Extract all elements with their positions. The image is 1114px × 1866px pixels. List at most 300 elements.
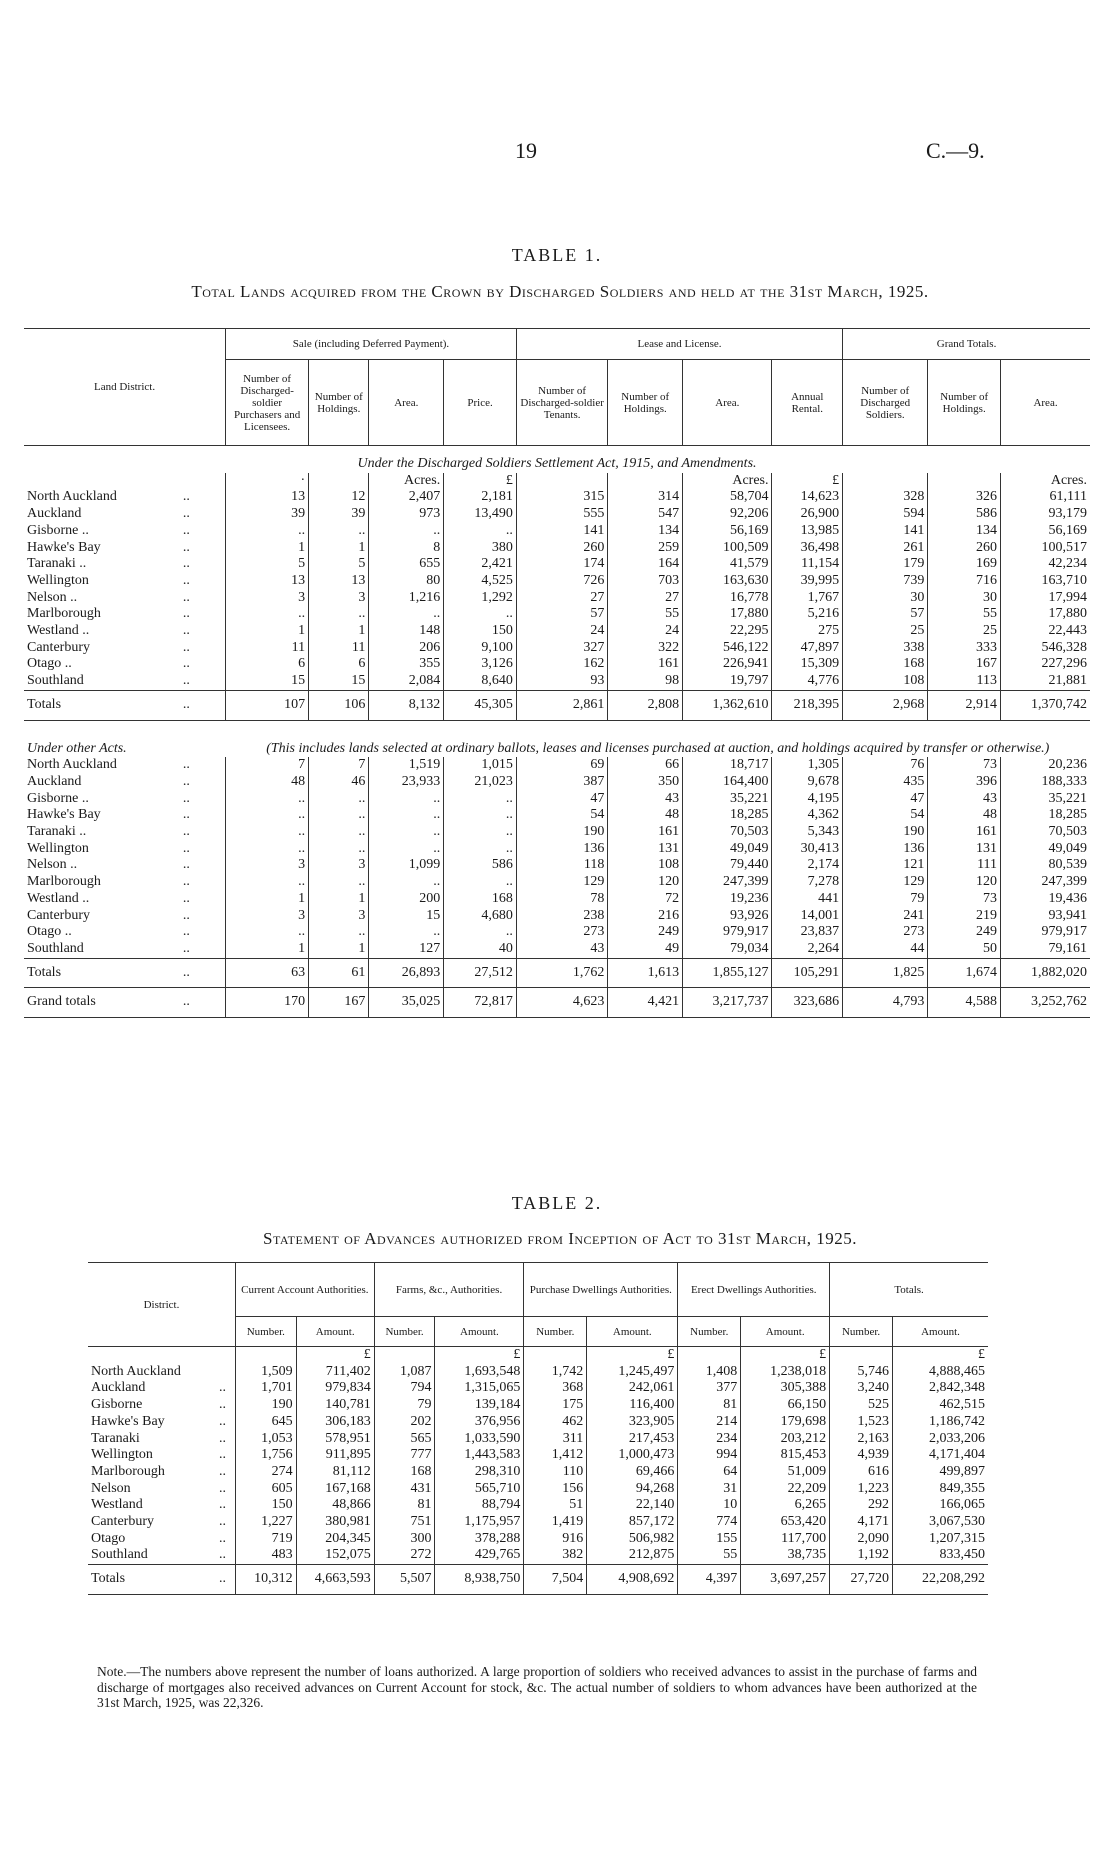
table-row [24,857,1090,874]
cell-value: 17,994 [1001,590,1090,607]
table-row [24,807,1090,824]
cell-value: 20,236 [1001,757,1090,774]
table2-title: TABLE 2. [511,1193,603,1213]
cell-value: 355 [369,656,444,673]
cell-value: .. [369,523,444,540]
cell-value: 24 [516,623,607,640]
cell-value: 2,163 [830,1431,893,1448]
table-row [24,791,1090,808]
cell-value: 48 [226,774,309,791]
district-name: Totals [27,696,62,712]
table1-grand-totals-row [24,988,1090,1018]
leader-dots: .. [182,623,190,639]
cell-value: .. [369,606,444,623]
cell-value: 2,914 [928,690,1001,720]
cell-value: 15 [309,673,369,690]
cell-value: 653,420 [741,1514,830,1531]
cell-value: 106 [309,690,369,720]
cell-value: 206 [369,640,444,657]
district-name: Wellington [27,572,89,588]
cell-value: 39 [309,506,369,523]
table-row [88,1364,988,1381]
cell-value: 61,111 [1001,489,1090,506]
unit-label [928,473,1001,490]
table-row [24,673,1090,690]
cell-value: 3 [309,857,369,874]
cell-value: 2,181 [444,489,517,506]
leader-dots: .. [182,824,190,840]
cell-value: 3 [226,590,309,607]
cell-value: 169 [928,556,1001,573]
cell-value: 323,905 [587,1414,678,1431]
cell-value: 110 [524,1464,587,1481]
table1 [24,328,1090,1018]
cell-value: .. [226,824,309,841]
cell-value: .. [444,791,517,808]
table2-subheader: Amount. [296,1317,374,1347]
cell-value: 36,498 [772,540,843,557]
page-number: 19 [515,138,537,163]
cell-value: 431 [374,1481,435,1498]
cell-value: 4,421 [608,988,683,1018]
cell-value: 70,503 [683,824,772,841]
cell-value: 39,995 [772,573,843,590]
cell-value: 48 [608,807,683,824]
cell-value: .. [444,807,517,824]
table-row [24,757,1090,774]
cell-value: 2,174 [772,857,843,874]
cell-value: 179,698 [741,1414,830,1431]
cell-value: 4,888,465 [893,1364,988,1381]
cell-value: 234 [678,1431,741,1448]
leader-dots: .. [218,1547,226,1563]
cell-value: 1,015 [444,757,517,774]
cell-value: 260 [928,540,1001,557]
cell-value: 80 [369,573,444,590]
cell-value: 49,049 [1001,841,1090,858]
cell-value: 777 [374,1447,435,1464]
table-row [24,891,1090,908]
cell-value: 261 [843,540,928,557]
district-name: Southland [27,673,84,689]
cell-value: 8 [369,540,444,557]
cell-value: 26,900 [772,506,843,523]
cell-value: 129 [516,874,607,891]
cell-value: .. [226,924,309,941]
document-code: C.—9. [926,138,985,163]
cell-value: 47 [843,791,928,808]
district-name: North Auckland [91,1363,181,1379]
cell-value: 13 [309,573,369,590]
cell-value: 175 [524,1397,587,1414]
unit-label: £ [772,473,843,490]
table2-units-row [88,1347,988,1364]
cell-value: 994 [678,1447,741,1464]
table1-header-soldiers: Number of Discharged Soldiers. [843,360,928,446]
table-row [24,774,1090,791]
table-row [24,540,1090,557]
cell-value: 49,049 [683,841,772,858]
cell-value: 98 [608,673,683,690]
district-name: Taranaki .. [27,556,87,572]
leader-dots: .. [218,1571,226,1587]
cell-value: 26,893 [369,958,444,988]
cell-value: 79 [374,1397,435,1414]
cell-value: 11 [226,640,309,657]
district-name: Taranaki .. [27,824,87,840]
leader-dots: .. [182,994,190,1010]
cell-value: 79,440 [683,857,772,874]
table-row [88,1380,988,1397]
cell-value: 1,216 [369,590,444,607]
cell-value: 141 [516,523,607,540]
cell-value: 113 [928,673,1001,690]
cell-value: 1,855,127 [683,958,772,988]
district-name: Otago .. [27,656,72,672]
cell-value: 462 [524,1414,587,1431]
cell-value: 54 [516,807,607,824]
cell-value: .. [309,824,369,841]
cell-value: 48 [928,807,1001,824]
table2-subheader: Amount. [587,1317,678,1347]
unit-label [374,1347,435,1364]
leader-dots: .. [182,807,190,823]
table-row [88,1531,988,1548]
cell-value: 141 [843,523,928,540]
cell-value: 43 [928,791,1001,808]
table2-group-totals: Totals. [830,1263,988,1317]
cell-value: 81 [374,1497,435,1514]
leader-dots: .. [218,1514,226,1530]
cell-value: 7 [309,757,369,774]
cell-value: 4,588 [928,988,1001,1018]
cell-value: 4,663,593 [296,1565,374,1595]
cell-value: 47 [516,791,607,808]
cell-value: 849,355 [893,1481,988,1498]
table-row [24,656,1090,673]
table2-group-erect-dwellings: Erect Dwellings Authorities. [678,1263,830,1317]
table-row [24,640,1090,657]
cell-value: 47,897 [772,640,843,657]
cell-value: 4,776 [772,673,843,690]
cell-value: 1,762 [516,958,607,988]
district-name: Taranaki [91,1430,140,1446]
leader-dots [216,1364,236,1381]
cell-value: 170 [226,988,309,1018]
leader-dots: .. [182,639,190,655]
cell-value: 4,195 [772,791,843,808]
cell-value: 5,343 [772,824,843,841]
cell-value: 555 [516,506,607,523]
cell-value: 167 [928,656,1001,673]
leader-dots: .. [218,1430,226,1446]
cell-value: 911,895 [296,1447,374,1464]
cell-value: 46 [309,774,369,791]
cell-value: 979,834 [296,1380,374,1397]
cell-value: 79,161 [1001,941,1090,958]
units-blank [88,1347,235,1364]
cell-value: 546,122 [683,640,772,657]
cell-value: 22,208,292 [893,1565,988,1595]
cell-value: 716 [928,573,1001,590]
table-row [88,1431,988,1448]
leader-dots: .. [182,572,190,588]
leader-dots: .. [218,1380,226,1396]
cell-value: 387 [516,774,607,791]
cell-value: 719 [235,1531,296,1548]
cell-value: 794 [374,1380,435,1397]
cell-value: 168 [374,1464,435,1481]
cell-value: .. [226,807,309,824]
cell-value: 1,292 [444,590,517,607]
cell-value: 1 [309,941,369,958]
leader-dots: .. [182,556,190,572]
table-row [88,1497,988,1514]
cell-value: 382 [524,1547,587,1564]
leader-dots: .. [218,1463,226,1479]
cell-value: .. [309,523,369,540]
cell-value: 273 [516,924,607,941]
table-row [24,556,1090,573]
leader-dots: .. [182,589,190,605]
leader-dots: .. [182,940,190,956]
table2-subheader: Number. [524,1317,587,1347]
cell-value: 16,778 [683,590,772,607]
cell-value: 2,842,348 [893,1380,988,1397]
table2-subheader: Amount. [893,1317,988,1347]
cell-value: 380 [444,540,517,557]
cell-value: 751 [374,1514,435,1531]
table1-section2-note: (This includes lands selected at ordinary ballots, leases and licenses purchased at auction, and holdings acquired by transfer or otherwise.) [266,740,1050,756]
cell-value: 100,509 [683,540,772,557]
cell-value: 108 [843,673,928,690]
cell-value: 7,278 [772,874,843,891]
district-name: Auckland [27,773,82,789]
cell-value: 21,023 [444,774,517,791]
cell-value: .. [309,874,369,891]
cell-value: 3,252,762 [1001,988,1090,1018]
cell-value: 22,443 [1001,623,1090,640]
cell-value: 100,517 [1001,540,1090,557]
cell-value: 314 [608,489,683,506]
district-name: Nelson .. [27,857,78,873]
cell-value: 1 [309,623,369,640]
cell-value: 190 [235,1397,296,1414]
cell-value: 51,009 [741,1464,830,1481]
cell-value: 4,362 [772,807,843,824]
cell-value: 259 [608,540,683,557]
cell-value: 216 [608,908,683,925]
cell-value: 605 [235,1481,296,1498]
cell-value: 25 [928,623,1001,640]
cell-value: .. [444,824,517,841]
cell-value: 49 [608,941,683,958]
cell-value: 326 [928,489,1001,506]
cell-value: 18,285 [683,807,772,824]
cell-value: 120 [928,874,1001,891]
cell-value: 219 [928,908,1001,925]
cell-value: 72 [608,891,683,908]
cell-value: 380,981 [296,1514,374,1531]
cell-value: 726 [516,573,607,590]
cell-value: 22,295 [683,623,772,640]
cell-value: 204,345 [296,1531,374,1548]
cell-value: 1,175,957 [435,1514,524,1531]
cell-value: 19,236 [683,891,772,908]
cell-value: 31 [678,1481,741,1498]
cell-value: 15 [226,673,309,690]
cell-value: .. [226,791,309,808]
cell-value: 190 [516,824,607,841]
cell-value: 81,112 [296,1464,374,1481]
cell-value: 54 [843,807,928,824]
table-row [24,623,1090,640]
table-row [88,1397,988,1414]
unit-label: £ [587,1347,678,1364]
cell-value: 1,419 [524,1514,587,1531]
district-name: Hawke's Bay [27,539,101,555]
cell-value: 168 [843,656,928,673]
cell-value: 9,100 [444,640,517,657]
cell-value: 161 [928,824,1001,841]
table-row [24,874,1090,891]
cell-value: 1,523 [830,1414,893,1431]
unit-label: Acres. [1001,473,1090,490]
cell-value: 79 [843,891,928,908]
cell-value: 377 [678,1380,741,1397]
leader-dots: .. [182,890,190,906]
district-name: Auckland [91,1380,146,1396]
cell-value: 241 [843,908,928,925]
table1-title: TABLE 1. [511,245,603,265]
cell-value: 815,453 [741,1447,830,1464]
cell-value: 4,623 [516,988,607,1018]
cell-value: 174 [516,556,607,573]
cell-value: 711,402 [296,1364,374,1381]
cell-value: 5 [309,556,369,573]
cell-value: .. [309,841,369,858]
cell-value: 35,025 [369,988,444,1018]
units-blank [24,473,226,490]
cell-value: 3,217,737 [683,988,772,1018]
district-name: Wellington [27,840,89,856]
cell-value: 166,065 [893,1497,988,1514]
cell-value: 202 [374,1414,435,1431]
cell-value: 80,539 [1001,857,1090,874]
table2 [88,1262,988,1595]
table1-header-lease-area: Area. [683,360,772,446]
cell-value: 55 [608,606,683,623]
district-name: Gisborne .. [27,790,89,806]
cell-value: 274 [235,1464,296,1481]
district-name: North Auckland [27,489,117,505]
cell-value: 739 [843,573,928,590]
cell-value: 272 [374,1547,435,1564]
cell-value: 5 [226,556,309,573]
cell-value: 163,710 [1001,573,1090,590]
cell-value: 1,693,548 [435,1364,524,1381]
cell-value: 429,765 [435,1547,524,1564]
unit-label [235,1347,296,1364]
cell-value: 3,126 [444,656,517,673]
cell-value: 43 [608,791,683,808]
cell-value: .. [369,824,444,841]
leader-dots: .. [218,1447,226,1463]
district-name: Otago [91,1530,126,1546]
cell-value: 8,640 [444,673,517,690]
cell-value: 56,169 [683,523,772,540]
cell-value: 131 [608,841,683,858]
cell-value: 2,407 [369,489,444,506]
district-name: Marlborough [27,606,101,622]
leader-dots: .. [218,1413,226,1429]
cell-value: 108 [608,857,683,874]
cell-value: 45,305 [444,690,517,720]
cell-value: 13,985 [772,523,843,540]
table1-header-sale-price: Price. [444,360,517,446]
table2-header-district: District. [88,1263,235,1347]
cell-value: 15,309 [772,656,843,673]
cell-value: 107 [226,690,309,720]
district-name: Canterbury [91,1514,154,1530]
cell-value: 7,504 [524,1565,587,1595]
district-name: Southland [27,940,84,956]
table-row [24,924,1090,941]
cell-value: .. [226,523,309,540]
cell-value: 93,179 [1001,506,1090,523]
cell-value: 13,490 [444,506,517,523]
cell-value: 226,941 [683,656,772,673]
leader-dots: .. [182,522,190,538]
table-row [24,573,1090,590]
cell-value: 1,443,583 [435,1447,524,1464]
unit-label: Acres. [683,473,772,490]
cell-value: 93 [516,673,607,690]
leader-dots: .. [182,840,190,856]
district-name: Nelson .. [27,589,78,605]
cell-value: 323,686 [772,988,843,1018]
cell-value: 645 [235,1414,296,1431]
cell-value: 51 [524,1497,587,1514]
district-name: Gisborne .. [27,522,89,538]
cell-value: 1,315,065 [435,1380,524,1397]
cell-value: 14,001 [772,908,843,925]
cell-value: 190 [843,824,928,841]
cell-value: 594 [843,506,928,523]
cell-value: 214 [678,1414,741,1431]
cell-value: .. [309,606,369,623]
district-name: Gisborne [91,1397,143,1413]
cell-value: 499,897 [893,1464,988,1481]
leader-dots: .. [182,696,190,712]
cell-value: 93,941 [1001,908,1090,925]
cell-value: 578,951 [296,1431,374,1448]
cell-value: 305,388 [741,1380,830,1397]
cell-value: 1 [226,941,309,958]
unit-label [309,473,369,490]
cell-value: 76 [843,757,928,774]
district-name: Canterbury [27,639,90,655]
cell-value: 56,169 [1001,523,1090,540]
table-row [24,523,1090,540]
table-row [88,1481,988,1498]
table2-group-current-account: Current Account Authorities. [235,1263,374,1317]
leader-dots: .. [182,964,190,980]
table2-body [88,1347,988,1595]
table2-note: Note.—The numbers above represent the number of loans authorized. A large proportion of soldiers who received advances to assist in the purchase of farms and discharge of mortgages also received advances on Current Account for stock, &c. The actual number of soldiers to whom advances have been authorized at the 31st March, 1925, was 22,326. [97,1664,977,1710]
cell-value: 298,310 [435,1464,524,1481]
table-row [88,1414,988,1431]
